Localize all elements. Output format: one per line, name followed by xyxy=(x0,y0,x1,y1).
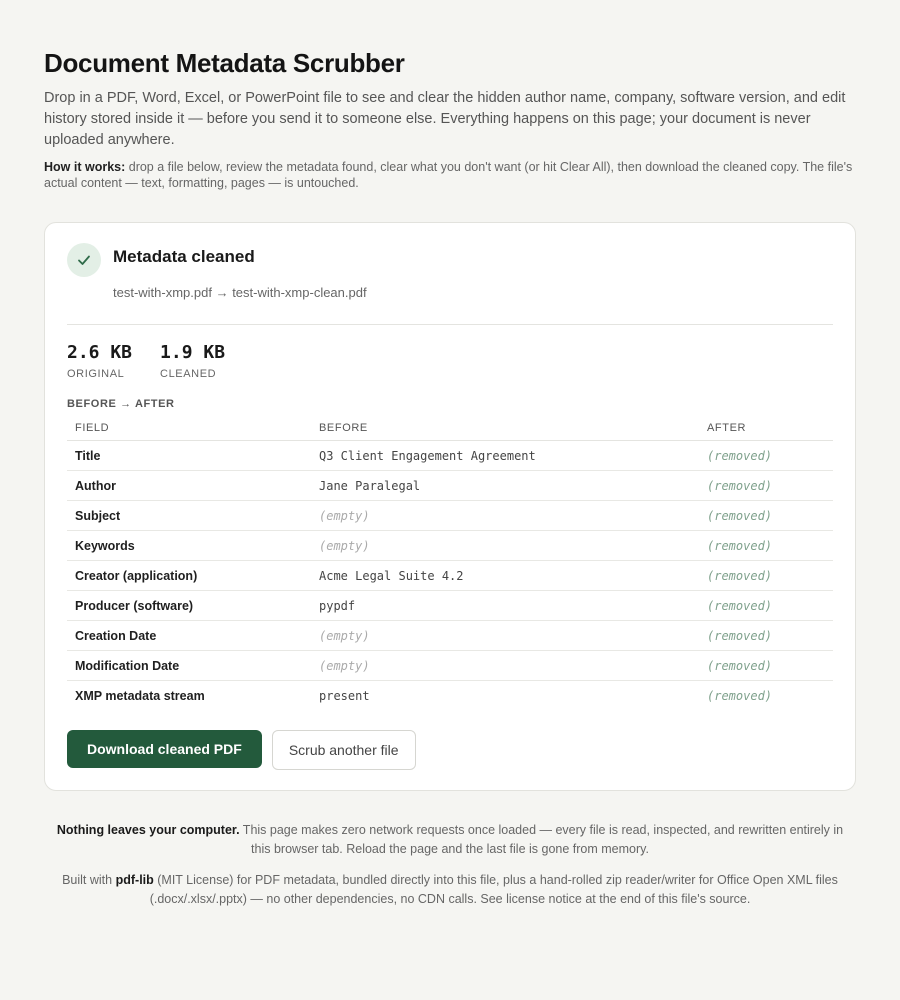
after-cell: (removed) xyxy=(699,531,833,561)
before-cell: pypdf xyxy=(311,591,699,621)
field-cell: Creation Date xyxy=(67,621,311,651)
field-cell: Subject xyxy=(67,501,311,531)
check-icon xyxy=(67,243,101,277)
built-text: (MIT License) for PDF metadata, bundled directly into this file, plus a hand-rolled zip reader/writer for Office Open XML files (.docx/.xlsx/.pptx) — no other dependencies, no CDN calls. See license notice at the end of this file's source. xyxy=(149,873,838,906)
divider xyxy=(67,324,833,325)
field-cell: Author xyxy=(67,471,311,501)
cleaned-size-value: 1.9 KB xyxy=(160,342,226,363)
table-row xyxy=(67,441,833,471)
before-cell: (empty) xyxy=(311,501,699,531)
after-cell: (removed) xyxy=(707,688,773,703)
how-it-works xyxy=(44,159,856,191)
before-cell: (empty) xyxy=(311,621,699,651)
credits-note xyxy=(48,871,852,909)
table-row xyxy=(67,681,833,711)
after-cell: (removed) xyxy=(699,561,833,591)
before-cell: (empty) xyxy=(311,531,699,561)
after-cell: (removed) xyxy=(699,621,833,651)
built-prefix: Built with xyxy=(62,873,116,887)
download-cleaned-button[interactable]: Download cleaned PDF xyxy=(67,730,262,768)
original-size-label: ORIGINAL xyxy=(67,368,125,380)
original-size-stat xyxy=(67,342,132,380)
before-cell: Q3 Client Engagement Agreement xyxy=(311,441,699,471)
how-it-works-label: How it works: xyxy=(44,160,126,174)
column-header-field: FIELD xyxy=(67,422,311,441)
table-row xyxy=(67,651,833,681)
before-cell: present xyxy=(319,688,370,703)
intro-text: Drop in a PDF, Word, Excel, or PowerPoint file to see and clear the hidden author name, company, software version, and edit history stored inside it — before you send it to someone else. Everything happens on this page; your document is never uploaded anywhere. xyxy=(44,90,846,148)
field-cell: Creator (application) xyxy=(67,561,311,591)
table-header-row xyxy=(67,422,833,441)
cleaned-size-label: CLEANED xyxy=(160,368,217,380)
result-card xyxy=(44,222,856,791)
privacy-note xyxy=(48,821,852,859)
table-row xyxy=(67,531,833,561)
built-library: pdf-lib xyxy=(115,873,154,887)
column-header-before: BEFORE xyxy=(311,422,699,441)
before-cell: (empty) xyxy=(311,651,699,681)
metadata-table xyxy=(67,422,833,710)
size-stats xyxy=(67,342,833,380)
column-header-after: AFTER xyxy=(699,422,833,441)
after-cell: (removed) xyxy=(699,471,833,501)
table-row xyxy=(67,621,833,651)
after-cell: (removed) xyxy=(699,591,833,621)
before-cell: Jane Paralegal xyxy=(311,471,699,501)
after-cell: (removed) xyxy=(699,651,833,681)
table-row xyxy=(67,471,833,501)
scrub-another-button[interactable]: Scrub another file xyxy=(272,730,416,770)
how-it-works-text: drop a file below, review the metadata found, clear what you don't want (or hit Clear All), then download the cleaned copy. The file's actual content — text, formatting, pages — is untouched. xyxy=(44,160,853,190)
after-cell: (removed) xyxy=(699,501,833,531)
actions xyxy=(67,730,833,770)
section-label: BEFORE → AFTER xyxy=(67,398,175,410)
field-cell: Modification Date xyxy=(67,651,311,681)
cleaned-size-stat xyxy=(160,342,225,380)
privacy-bold: Nothing leaves your computer. xyxy=(56,823,240,837)
before-cell: Acme Legal Suite 4.2 xyxy=(311,561,699,591)
field-cell: XMP metadata stream xyxy=(75,688,205,703)
after-cell: (removed) xyxy=(699,441,833,471)
file-summary: test-with-xmp.pdf → test-with-xmp-clean.pdf xyxy=(113,285,367,300)
footer xyxy=(44,821,856,909)
field-cell: Keywords xyxy=(67,531,311,561)
page-title: Document Metadata Scrubber xyxy=(44,48,405,78)
field-cell: Title xyxy=(67,441,311,471)
status-title: Metadata cleaned xyxy=(113,247,255,266)
table-row xyxy=(67,501,833,531)
status-header xyxy=(67,243,833,300)
original-size-value: 2.6 KB xyxy=(67,342,133,363)
table-row xyxy=(67,561,833,591)
field-cell: Producer (software) xyxy=(67,591,311,621)
table-row xyxy=(67,591,833,621)
privacy-text: This page makes zero network requests once loaded — every file is read, inspected, and rewritten entirely in this browser tab. Reload the page and the last file is gone from memory. xyxy=(239,823,844,856)
